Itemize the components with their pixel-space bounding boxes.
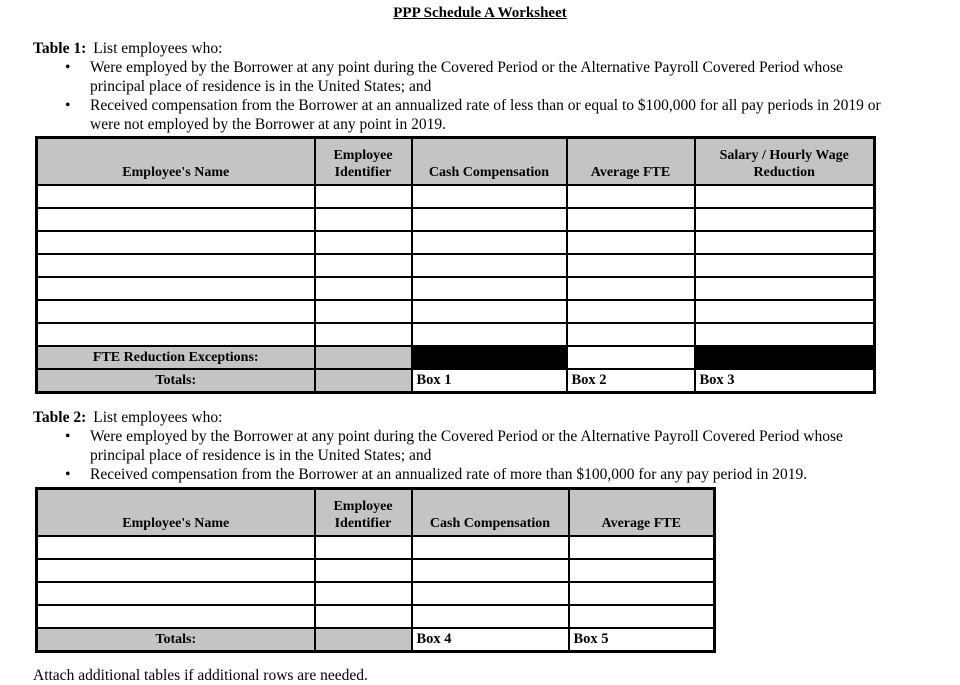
table-2-criterion-1: • Were employed by the Borrower at any point during the Covered Period or the Alternative Payroll Covered Period whose principal place of residence is in the United States; and [61,427,901,465]
cash-compensation-input-cell[interactable] [412,559,569,582]
table-2-intro: List employees who: [93,409,223,426]
cash-compensation-input-cell[interactable] [412,254,567,277]
employee-identifier-input-cell[interactable] [315,323,412,346]
table-1-totals-identifier-blank-cell [315,369,412,393]
average-fte-input-cell[interactable] [567,254,695,277]
table-1-empty-row [37,323,875,346]
table-2-criteria-list [33,427,901,484]
salary-wage-reduction-input-cell[interactable] [695,323,875,346]
table-1-empty-row [37,277,875,300]
table-1-col-header-employee-identifier: Employee Identifier [315,138,412,186]
salary-wage-reduction-input-cell[interactable] [695,300,875,323]
table-1-label: Table 1: [33,40,87,57]
employee-identifier-input-cell[interactable] [315,277,412,300]
average-fte-input-cell[interactable] [567,300,695,323]
box-5-total-cell[interactable]: Box 5 [569,628,715,652]
cash-compensation-input-cell[interactable] [412,323,567,346]
employee-identifier-input-cell[interactable] [315,300,412,323]
average-fte-input-cell[interactable] [569,582,715,605]
table-2 [35,487,716,653]
table-1-empty-row [37,231,875,254]
salary-wage-reduction-input-cell[interactable] [695,185,875,208]
table-2-totals-row [37,628,715,652]
table-2-col-header-employee-identifier: Employee Identifier [315,489,412,537]
table-2-section-heading [33,408,960,427]
employee-name-input-cell[interactable] [37,254,315,277]
average-fte-input-cell[interactable] [569,559,715,582]
table-1-empty-row [37,185,875,208]
employee-name-input-cell[interactable] [37,559,315,582]
cash-compensation-input-cell[interactable] [412,536,569,559]
table-2-totals-identifier-blank-cell [315,628,412,652]
page-title [33,4,927,23]
table-1 [35,136,876,394]
table-1-col-header-salary-hourly-wage-reduction: Salary / Hourly Wage Reduction [695,138,875,186]
employee-identifier-input-cell[interactable] [315,208,412,231]
table-1-header-row [37,138,875,186]
box-1-total-cell[interactable]: Box 1 [412,369,567,393]
employee-identifier-input-cell[interactable] [315,231,412,254]
attach-additional-tables-note: Attach additional tables if additional rows are needed. [33,667,368,684]
fte-reduction-exceptions-input-cell[interactable] [567,346,695,369]
employee-name-input-cell[interactable] [37,605,315,628]
table-1-col-header-cash-compensation: Cash Compensation [412,138,567,186]
table-1-totals-label: Totals: [37,369,315,393]
table-1-empty-row [37,300,875,323]
average-fte-input-cell[interactable] [567,277,695,300]
table-2-col-header-employees-name: Employee's Name [37,489,315,537]
cash-compensation-input-cell[interactable] [412,277,567,300]
table-1-criteria-list [33,58,901,134]
cash-compensation-input-cell[interactable] [412,582,569,605]
employee-name-input-cell[interactable] [37,323,315,346]
employee-identifier-input-cell[interactable] [315,185,412,208]
fte-reduction-exceptions-label: FTE Reduction Exceptions: [37,346,315,369]
employee-identifier-input-cell[interactable] [315,582,412,605]
salary-wage-reduction-input-cell[interactable] [695,231,875,254]
salary-wage-reduction-input-cell[interactable] [695,208,875,231]
fte-row-salary-reduction-blackout-cell [695,346,875,369]
table-2-empty-row [37,582,715,605]
table-1-section-heading [33,39,960,58]
employee-name-input-cell[interactable] [37,231,315,254]
fte-row-cash-compensation-blackout-cell [412,346,567,369]
employee-name-input-cell[interactable] [37,277,315,300]
table-1-empty-row [37,208,875,231]
box-3-total-cell[interactable]: Box 3 [695,369,875,393]
table-1-totals-row [37,369,875,393]
employee-name-input-cell[interactable] [37,582,315,605]
cash-compensation-input-cell[interactable] [412,231,567,254]
employee-identifier-input-cell[interactable] [315,559,412,582]
fte-row-identifier-blank-cell [315,346,412,369]
average-fte-input-cell[interactable] [567,185,695,208]
page-title-text: PPP Schedule A Worksheet [393,5,567,21]
table-2-empty-row [37,559,715,582]
employee-name-input-cell[interactable] [37,536,315,559]
average-fte-input-cell[interactable] [569,605,715,628]
cash-compensation-input-cell[interactable] [412,300,567,323]
fte-reduction-exceptions-row [37,346,875,369]
employee-identifier-input-cell[interactable] [315,536,412,559]
table-2-empty-row [37,605,715,628]
cash-compensation-input-cell[interactable] [412,208,567,231]
cash-compensation-input-cell[interactable] [412,185,567,208]
table-2-label: Table 2: [33,409,87,426]
employee-name-input-cell[interactable] [37,300,315,323]
table-2-empty-row [37,536,715,559]
box-2-total-cell[interactable]: Box 2 [567,369,695,393]
employee-name-input-cell[interactable] [37,185,315,208]
box-4-total-cell[interactable]: Box 4 [412,628,569,652]
table-2-col-header-cash-compensation: Cash Compensation [412,489,569,537]
table-1-intro: List employees who: [93,40,223,57]
cash-compensation-input-cell[interactable] [412,605,569,628]
average-fte-input-cell[interactable] [569,536,715,559]
table-2-totals-label: Totals: [37,628,315,652]
employee-identifier-input-cell[interactable] [315,254,412,277]
table-2-header-row [37,489,715,537]
employee-name-input-cell[interactable] [37,208,315,231]
average-fte-input-cell[interactable] [567,323,695,346]
salary-wage-reduction-input-cell[interactable] [695,277,875,300]
table-1-col-header-employees-name: Employee's Name [37,138,315,186]
table-1-col-header-average-fte: Average FTE [567,138,695,186]
employee-identifier-input-cell[interactable] [315,605,412,628]
average-fte-input-cell[interactable] [567,231,695,254]
table-2-criterion-2: • Received compensation from the Borrower at an annualized rate of more than $100,000 for any pay period in 2019. [61,465,901,484]
average-fte-input-cell[interactable] [567,208,695,231]
table-2-col-header-average-fte: Average FTE [569,489,715,537]
table-1-criterion-1: • Were employed by the Borrower at any point during the Covered Period or the Alternative Payroll Covered Period whose principal place of residence is in the United States; and [61,58,901,96]
table-1-criterion-2: • Received compensation from the Borrower at an annualized rate of less than or equal to $100,000 for all pay periods in 2019 or were not employed by the Borrower at any point in 2019. [61,96,901,134]
table-1-empty-row [37,254,875,277]
salary-wage-reduction-input-cell[interactable] [695,254,875,277]
